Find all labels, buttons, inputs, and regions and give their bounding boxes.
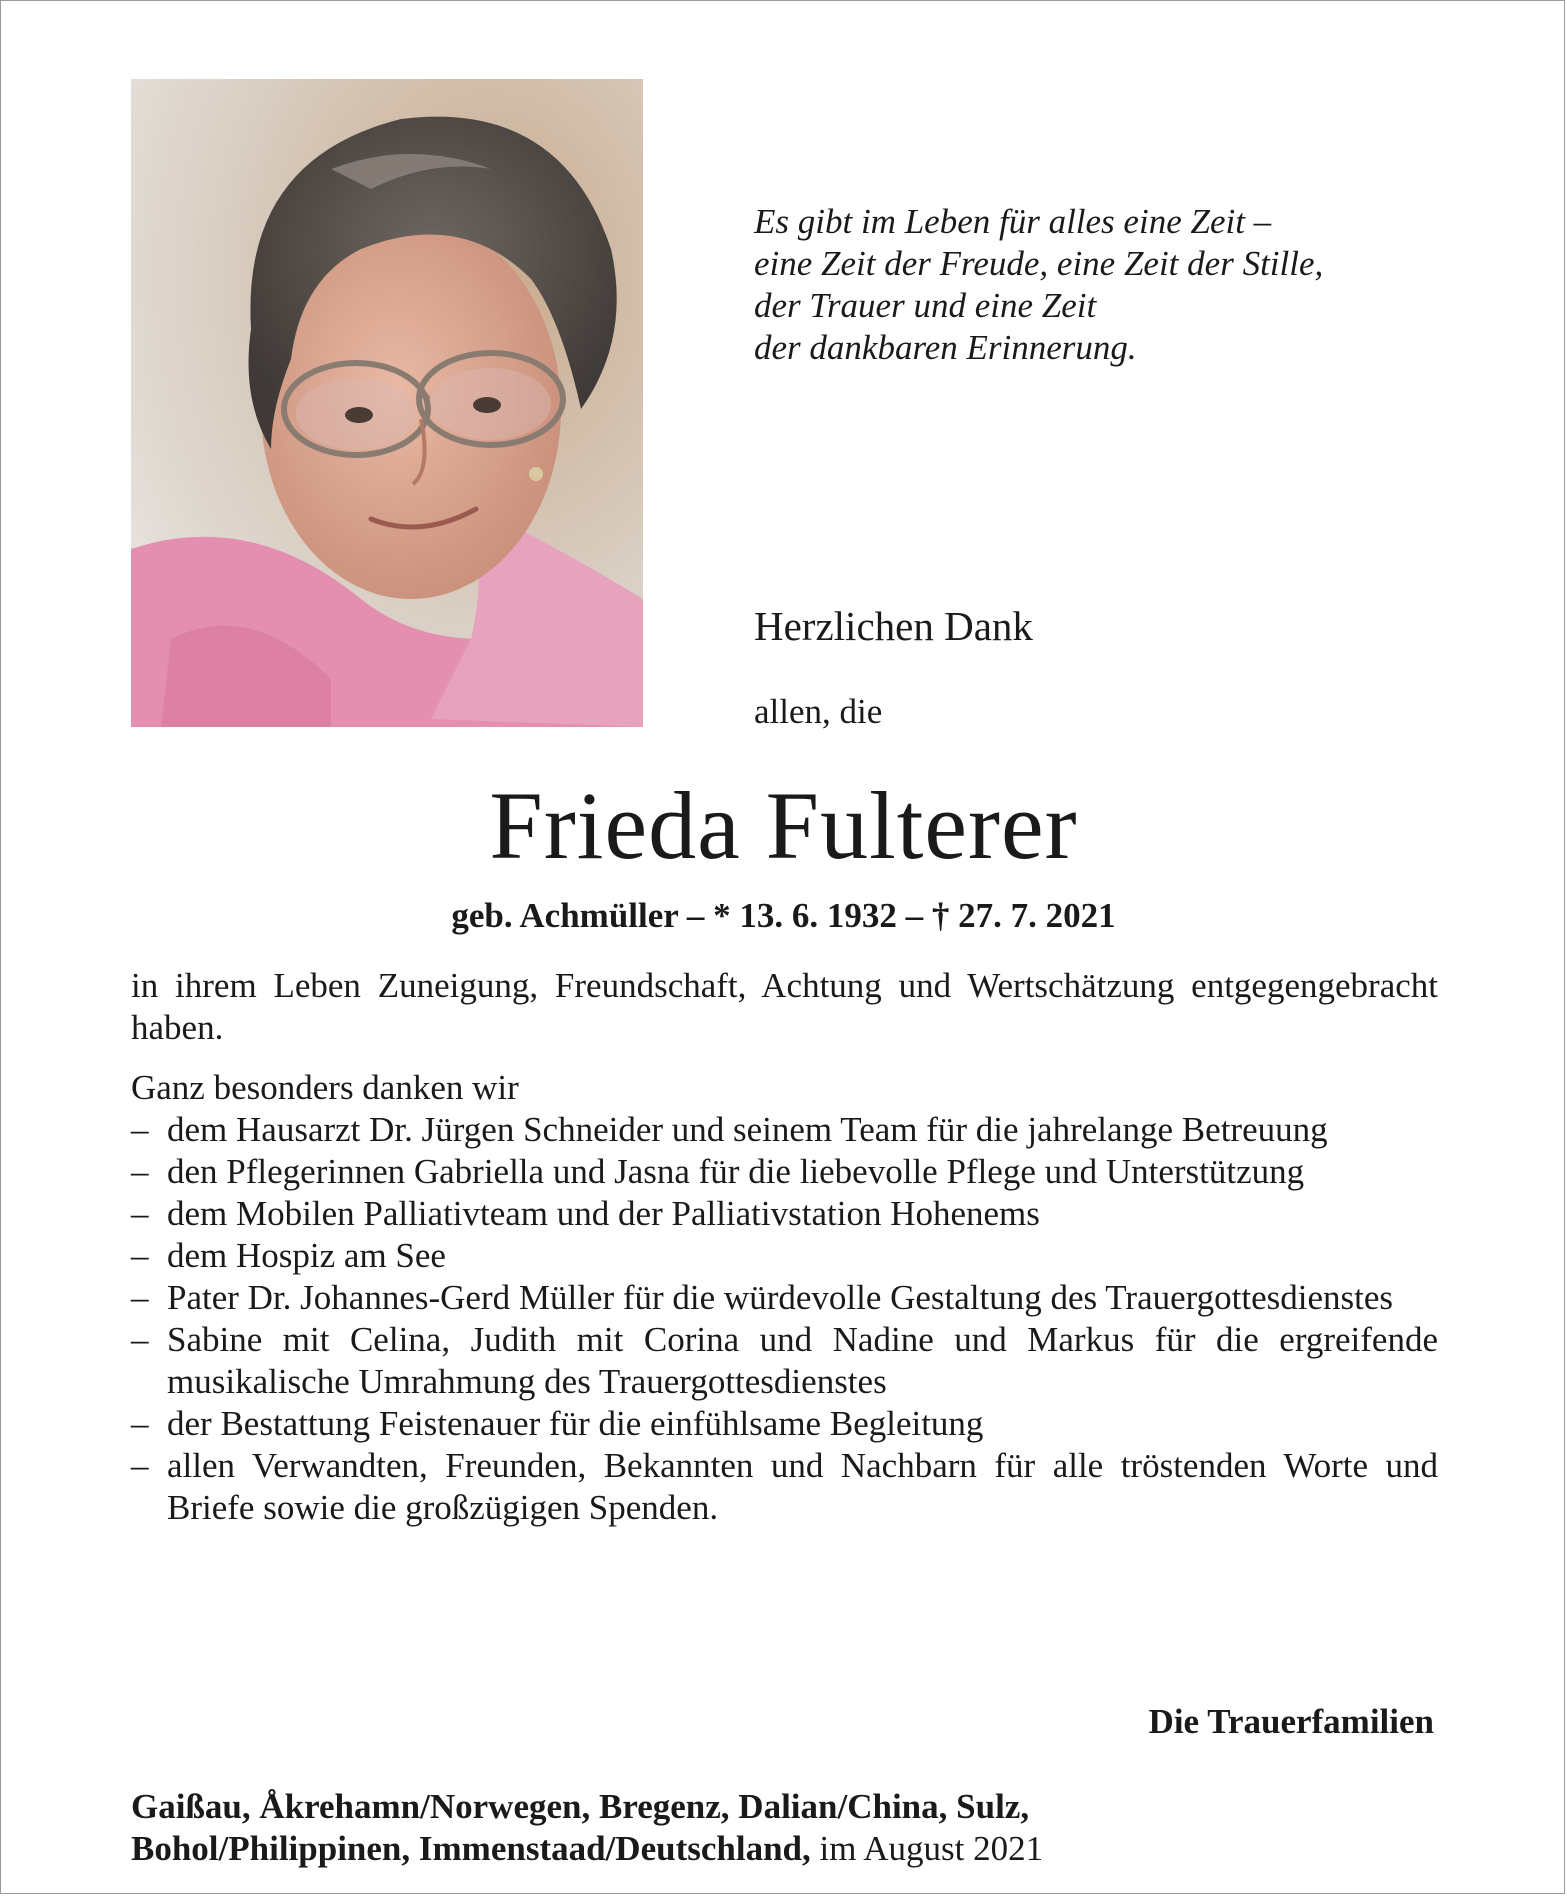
places-line-1: Gaißau, Åkrehamn/Norwegen, Bregenz, Dalian/China, Sulz, [131,1787,1030,1826]
list-item: – den Pflegerinnen Gabriella und Jasna für die liebevolle Pflege und Unterstützung [131,1151,1438,1193]
portrait-photo [131,79,643,727]
places-line-2: Bohol/Philippinen, Immenstaad/Deutschland, [131,1829,811,1868]
deceased-name: Frieda Fulterer [489,772,1078,879]
list-item: – dem Hausarzt Dr. Jürgen Schneider und seinem Team für die jahrelange Betreuung [131,1109,1438,1151]
thanks-heading: Herzlichen Dank [754,603,1033,649]
quote-line: der dankbaren Erinnerung. [754,328,1137,367]
portrait-illustration [131,79,643,727]
thanks-body [131,965,1438,1529]
list-item: – dem Mobilen Palliativteam und der Palliativstation Hohenems [131,1193,1438,1235]
list-item: – der Bestattung Feistenauer für die einfühlsame Begleitung [131,1403,1438,1445]
issue-date: im August 2021 [810,1829,1044,1868]
list-item: – dem Hospiz am See [131,1235,1438,1277]
quote-line: Es gibt im Leben für alles eine Zeit – [754,202,1272,241]
special-thanks-intro: Ganz besonders danken wir [131,1068,519,1107]
body-paragraph: in ihrem Leben Zuneigung, Freundschaft, Achtung und Wertschätzung entgegengebracht haben. [131,966,1438,1047]
intro-text: allen, die [754,692,883,731]
list-item: – allen Verwandten, Freunden, Bekannten und Nachbarn für alle tröstenden Worte und Briefe sowie die großzügigen Spenden. [131,1445,1438,1529]
family-signoff: Die Trauerfamilien [1148,1702,1434,1741]
list-item: – Sabine mit Celina, Judith mit Corina und Nadine und Markus für die ergreifende musikalische Umrahmung des Trauergottesdienstes [131,1319,1438,1403]
places-line [131,1786,1451,1870]
thanks-list [131,1109,1438,1529]
quote-line: der Trauer und eine Zeit [754,286,1097,325]
birth-death-dates: geb. Achmüller – * 13. 6. 1932 – † 27. 7. 2021 [451,896,1116,935]
list-item: – Pater Dr. Johannes-Gerd Müller für die würdevolle Gestaltung des Trauergottesdienstes [131,1277,1438,1319]
quote-block [754,201,1454,369]
quote-line: eine Zeit der Freude, eine Zeit der Stille, [754,244,1324,283]
